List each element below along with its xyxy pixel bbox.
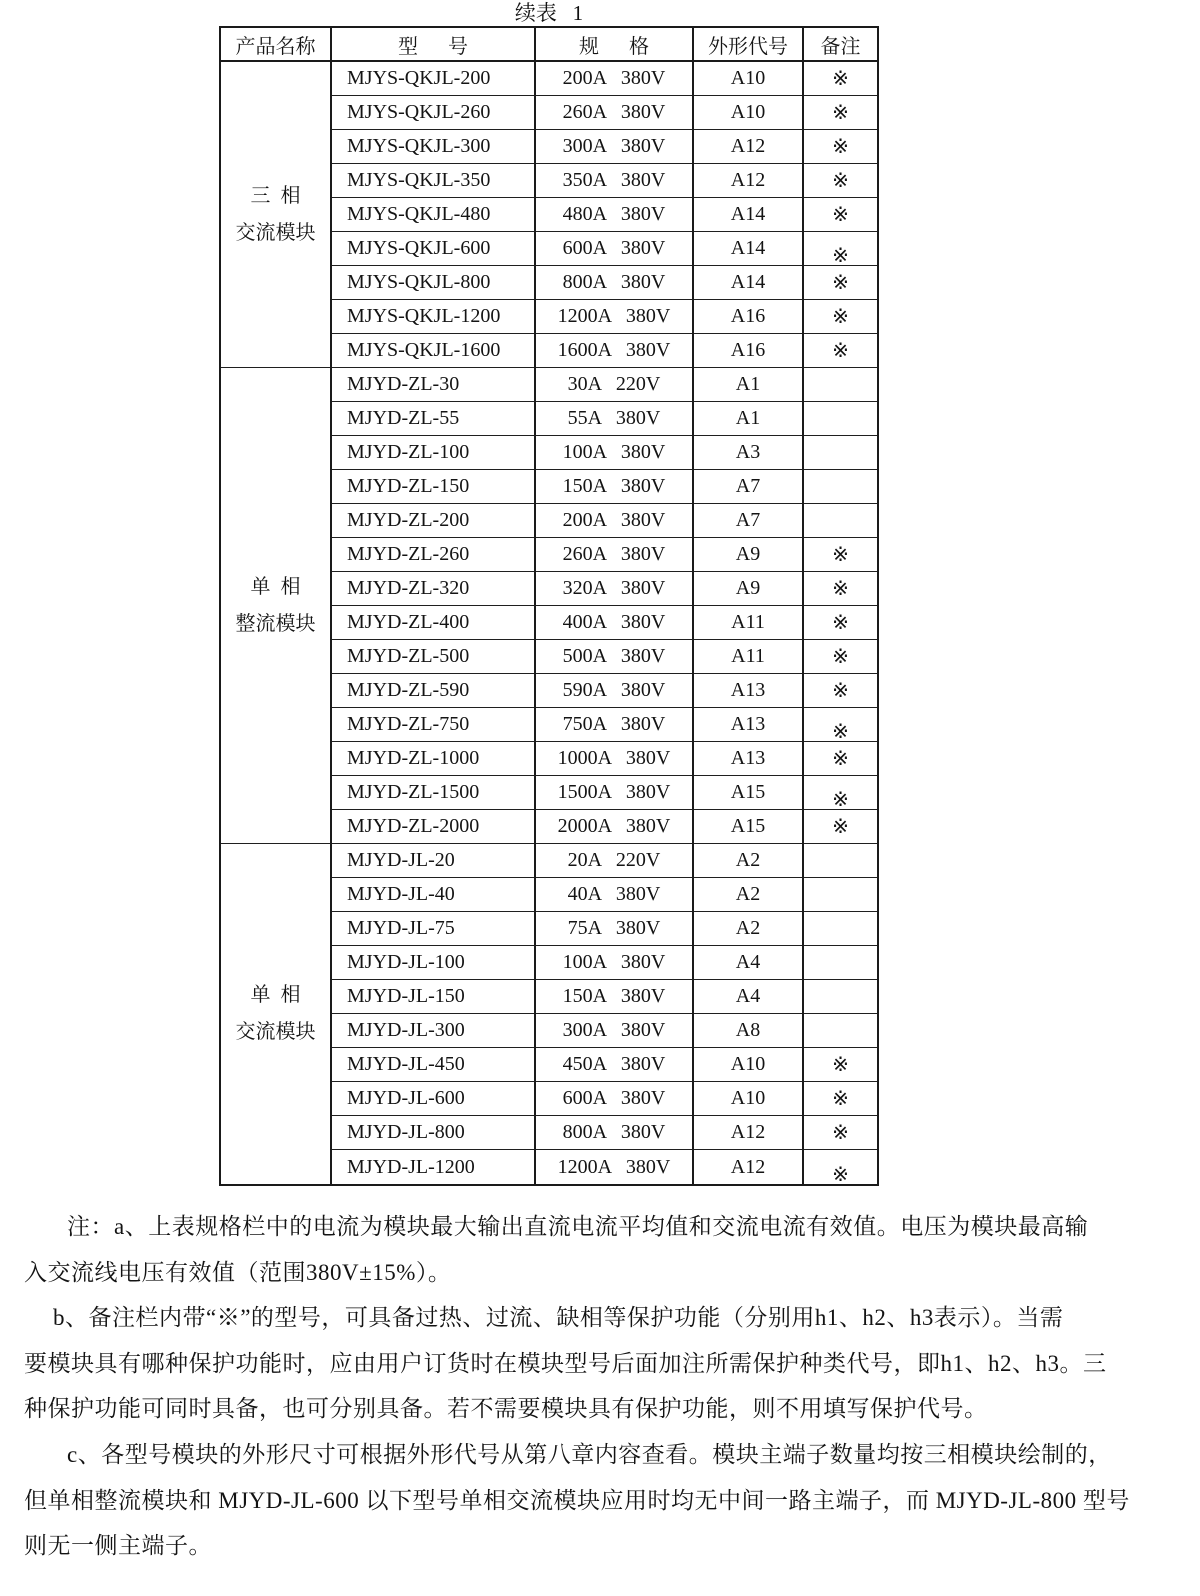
- shape-code-cell: A12: [694, 130, 804, 164]
- model-cell: MJYD-JL-150: [332, 980, 536, 1014]
- model-cell: MJYD-ZL-260: [332, 538, 536, 572]
- reference-mark-icon: ※: [832, 340, 849, 362]
- shape-code-cell: A14: [694, 198, 804, 232]
- remark-cell: [804, 1048, 877, 1082]
- model-cell: MJYD-ZL-100: [332, 436, 536, 470]
- model-cell: MJYD-JL-800: [332, 1116, 536, 1150]
- shape-code-cell: A13: [694, 674, 804, 708]
- reference-mark-icon: ※: [832, 721, 849, 742]
- shape-code-cell: A4: [694, 946, 804, 980]
- model-cell: MJYD-ZL-1000: [332, 742, 536, 776]
- col-header-remark: 备注: [804, 28, 877, 62]
- note-line: c、各型号模块的外形尺寸可根据外形代号从第八章内容查看。模块主端子数量均按三相模块绘制的，: [67, 1441, 1112, 1467]
- table-title: 续表 1: [514, 1, 584, 25]
- spec-cell: 1600A 380V: [536, 334, 694, 368]
- product-group-label-line: 交流模块: [235, 1021, 316, 1043]
- spec-cell: 800A 380V: [536, 1116, 694, 1150]
- model-cell: MJYD-ZL-1500: [332, 776, 536, 810]
- spec-cell: 40A 380V: [536, 878, 694, 912]
- product-group-label-line: 交流模块: [235, 221, 316, 244]
- model-cell: MJYS-QKJL-600: [332, 232, 536, 266]
- model-cell: MJYS-QKJL-260: [332, 96, 536, 130]
- model-cell: MJYS-QKJL-1200: [332, 300, 536, 334]
- note-line: 则无一侧主端子。: [24, 1533, 212, 1559]
- col-header-model: 型 号: [332, 28, 536, 62]
- shape-code-cell: A16: [694, 334, 804, 368]
- note-line: 种保护功能可同时具备，也可分别具备。若不需要模块具有保护功能，则不用填写保护代号。: [24, 1396, 988, 1422]
- remark-cell: [804, 1014, 877, 1048]
- reference-mark-icon: ※: [832, 1088, 849, 1110]
- note-line: 注：a、上表规格栏中的电流为模块最大输出直流电流平均值和交流电流有效值。电压为模块最高输: [67, 1214, 1089, 1239]
- col-header-spec: 规 格: [536, 28, 694, 62]
- spec-cell: 320A 380V: [536, 572, 694, 606]
- model-cell: MJYD-ZL-30: [332, 368, 536, 402]
- reference-mark-icon: ※: [832, 245, 849, 266]
- reference-mark-icon: ※: [832, 748, 849, 770]
- remark-cell: [804, 402, 877, 436]
- reference-mark-icon: ※: [832, 789, 849, 810]
- reference-mark-icon: ※: [832, 646, 849, 668]
- spec-cell: 350A 380V: [536, 164, 694, 198]
- spec-cell: 300A 380V: [536, 130, 694, 164]
- shape-code-cell: A7: [694, 504, 804, 538]
- model-cell: MJYD-ZL-500: [332, 640, 536, 674]
- spec-cell: 450A 380V: [536, 1048, 694, 1082]
- shape-code-cell: A8: [694, 1014, 804, 1048]
- product-group-label: [221, 844, 332, 1184]
- note-line: 要模块具有哪种保护功能时，应由用户订货时在模块型号后面加注所需保护种类代号，即h1、h2、h3。三: [24, 1350, 1107, 1376]
- spec-cell: 600A 380V: [536, 232, 694, 266]
- spec-cell: 20A 220V: [536, 844, 694, 878]
- reference-mark-icon: ※: [832, 272, 849, 294]
- shape-code-cell: A14: [694, 232, 804, 266]
- model-cell: MJYS-QKJL-1600: [332, 334, 536, 368]
- spec-cell: 590A 380V: [536, 674, 694, 708]
- spec-cell: 800A 380V: [536, 266, 694, 300]
- spec-cell: 1200A 380V: [536, 1150, 694, 1184]
- product-group-label: [221, 368, 332, 844]
- shape-code-cell: A11: [694, 606, 804, 640]
- remark-cell: [804, 708, 877, 742]
- reference-mark-icon: ※: [832, 544, 849, 566]
- model-cell: MJYD-ZL-200: [332, 504, 536, 538]
- reference-mark-icon: ※: [832, 612, 849, 634]
- shape-code-cell: A15: [694, 810, 804, 844]
- reference-mark-icon: ※: [832, 306, 849, 328]
- model-cell: MJYD-JL-300: [332, 1014, 536, 1048]
- shape-code-cell: A9: [694, 572, 804, 606]
- model-cell: MJYD-ZL-150: [332, 470, 536, 504]
- product-group-label: [221, 62, 332, 368]
- shape-code-cell: A2: [694, 878, 804, 912]
- remark-cell: [804, 946, 877, 980]
- shape-code-cell: A7: [694, 470, 804, 504]
- remark-cell: [804, 232, 877, 266]
- model-cell: MJYD-ZL-55: [332, 402, 536, 436]
- shape-code-cell: A4: [694, 980, 804, 1014]
- product-group-label-line: 单 相: [250, 984, 301, 1006]
- reference-mark-icon: ※: [832, 578, 849, 600]
- spec-cell: 500A 380V: [536, 640, 694, 674]
- spec-cell: 480A 380V: [536, 198, 694, 232]
- shape-code-cell: A9: [694, 538, 804, 572]
- remark-cell: [804, 198, 877, 232]
- product-group-label-line: 三 相: [250, 184, 301, 207]
- remark-cell: [804, 1150, 877, 1184]
- shape-code-cell: A14: [694, 266, 804, 300]
- model-cell: MJYD-ZL-590: [332, 674, 536, 708]
- remark-cell: [804, 912, 877, 946]
- remark-cell: [804, 606, 877, 640]
- remark-cell: [804, 776, 877, 810]
- remark-cell: [804, 164, 877, 198]
- shape-code-cell: A1: [694, 368, 804, 402]
- shape-code-cell: A10: [694, 96, 804, 130]
- model-cell: MJYS-QKJL-350: [332, 164, 536, 198]
- shape-code-cell: A12: [694, 1150, 804, 1184]
- reference-mark-icon: ※: [832, 102, 849, 124]
- spec-cell: 100A 380V: [536, 436, 694, 470]
- note-line: b、备注栏内带“※”的型号，可具备过热、过流、缺相等保护功能（分别用h1、h2、h3表示）。当需: [53, 1305, 1064, 1331]
- notes-block: [24, 1204, 1174, 1569]
- spec-cell: 30A 220V: [536, 368, 694, 402]
- model-cell: MJYS-QKJL-200: [332, 62, 536, 96]
- remark-cell: [804, 1082, 877, 1116]
- reference-mark-icon: ※: [832, 1163, 849, 1184]
- model-cell: MJYD-ZL-400: [332, 606, 536, 640]
- model-cell: MJYD-JL-40: [332, 878, 536, 912]
- remark-cell: [804, 334, 877, 368]
- product-group-label-line: 单 相: [250, 575, 301, 598]
- shape-code-cell: A12: [694, 164, 804, 198]
- spec-cell: 100A 380V: [536, 946, 694, 980]
- remark-cell: [804, 470, 877, 504]
- model-cell: MJYD-JL-600: [332, 1082, 536, 1116]
- spec-cell: 260A 380V: [536, 538, 694, 572]
- remark-cell: [804, 810, 877, 844]
- remark-cell: [804, 538, 877, 572]
- reference-mark-icon: ※: [832, 68, 849, 90]
- model-cell: MJYS-QKJL-800: [332, 266, 536, 300]
- model-cell: MJYD-ZL-320: [332, 572, 536, 606]
- remark-cell: [804, 674, 877, 708]
- shape-code-cell: A10: [694, 1048, 804, 1082]
- shape-code-cell: A13: [694, 742, 804, 776]
- spec-cell: 1000A 380V: [536, 742, 694, 776]
- model-cell: MJYD-JL-100: [332, 946, 536, 980]
- reference-mark-icon: ※: [832, 680, 849, 702]
- model-cell: MJYD-JL-450: [332, 1048, 536, 1082]
- shape-code-cell: A12: [694, 1116, 804, 1150]
- model-cell: MJYD-JL-20: [332, 844, 536, 878]
- remark-cell: [804, 266, 877, 300]
- shape-code-cell: A10: [694, 1082, 804, 1116]
- shape-code-cell: A2: [694, 844, 804, 878]
- note-line: 入交流线电压有效值（范围380V±15%）。: [24, 1259, 452, 1285]
- shape-code-cell: A1: [694, 402, 804, 436]
- model-cell: MJYD-JL-1200: [332, 1150, 536, 1184]
- model-cell: MJYD-JL-75: [332, 912, 536, 946]
- remark-cell: [804, 130, 877, 164]
- reference-mark-icon: ※: [832, 170, 849, 192]
- remark-cell: [804, 878, 877, 912]
- model-cell: MJYD-ZL-750: [332, 708, 536, 742]
- spec-cell: 150A 380V: [536, 980, 694, 1014]
- spec-cell: 1200A 380V: [536, 300, 694, 334]
- spec-cell: 600A 380V: [536, 1082, 694, 1116]
- shape-code-cell: A10: [694, 62, 804, 96]
- reference-mark-icon: ※: [832, 204, 849, 226]
- remark-cell: [804, 980, 877, 1014]
- shape-code-cell: A11: [694, 640, 804, 674]
- remark-cell: [804, 504, 877, 538]
- remark-cell: [804, 96, 877, 130]
- shape-code-cell: A3: [694, 436, 804, 470]
- shape-code-cell: A15: [694, 776, 804, 810]
- spec-cell: 150A 380V: [536, 470, 694, 504]
- shape-code-cell: A2: [694, 912, 804, 946]
- model-cell: MJYS-QKJL-480: [332, 198, 536, 232]
- reference-mark-icon: ※: [832, 1054, 849, 1076]
- reference-mark-icon: ※: [832, 816, 849, 838]
- spec-cell: 400A 380V: [536, 606, 694, 640]
- spec-cell: 75A 380V: [536, 912, 694, 946]
- spec-cell: 2000A 380V: [536, 810, 694, 844]
- remark-cell: [804, 62, 877, 96]
- remark-cell: [804, 844, 877, 878]
- shape-code-cell: A13: [694, 708, 804, 742]
- spec-cell: 200A 380V: [536, 504, 694, 538]
- spec-cell: 300A 380V: [536, 1014, 694, 1048]
- remark-cell: [804, 1116, 877, 1150]
- product-group-label-line: 整流模块: [235, 612, 316, 635]
- shape-code-cell: A16: [694, 300, 804, 334]
- spec-cell: 1500A 380V: [536, 776, 694, 810]
- spec-cell: 750A 380V: [536, 708, 694, 742]
- remark-cell: [804, 572, 877, 606]
- note-line: 但单相整流模块和 MJYD-JL-600 以下型号单相交流模块应用时均无中间一路主端子，而 MJYD-JL-800 型号: [24, 1487, 1130, 1513]
- spec-cell: 260A 380V: [536, 96, 694, 130]
- reference-mark-icon: ※: [832, 136, 849, 158]
- reference-mark-icon: ※: [832, 1122, 849, 1144]
- remark-cell: [804, 300, 877, 334]
- spec-cell: 200A 380V: [536, 62, 694, 96]
- product-spec-table: [219, 26, 879, 1186]
- remark-cell: [804, 368, 877, 402]
- model-cell: MJYD-ZL-2000: [332, 810, 536, 844]
- model-cell: MJYS-QKJL-300: [332, 130, 536, 164]
- remark-cell: [804, 640, 877, 674]
- remark-cell: [804, 436, 877, 470]
- col-header-shape-code: 外形代号: [694, 28, 804, 62]
- col-header-product-name: 产品名称: [221, 28, 332, 62]
- spec-cell: 55A 380V: [536, 402, 694, 436]
- remark-cell: [804, 742, 877, 776]
